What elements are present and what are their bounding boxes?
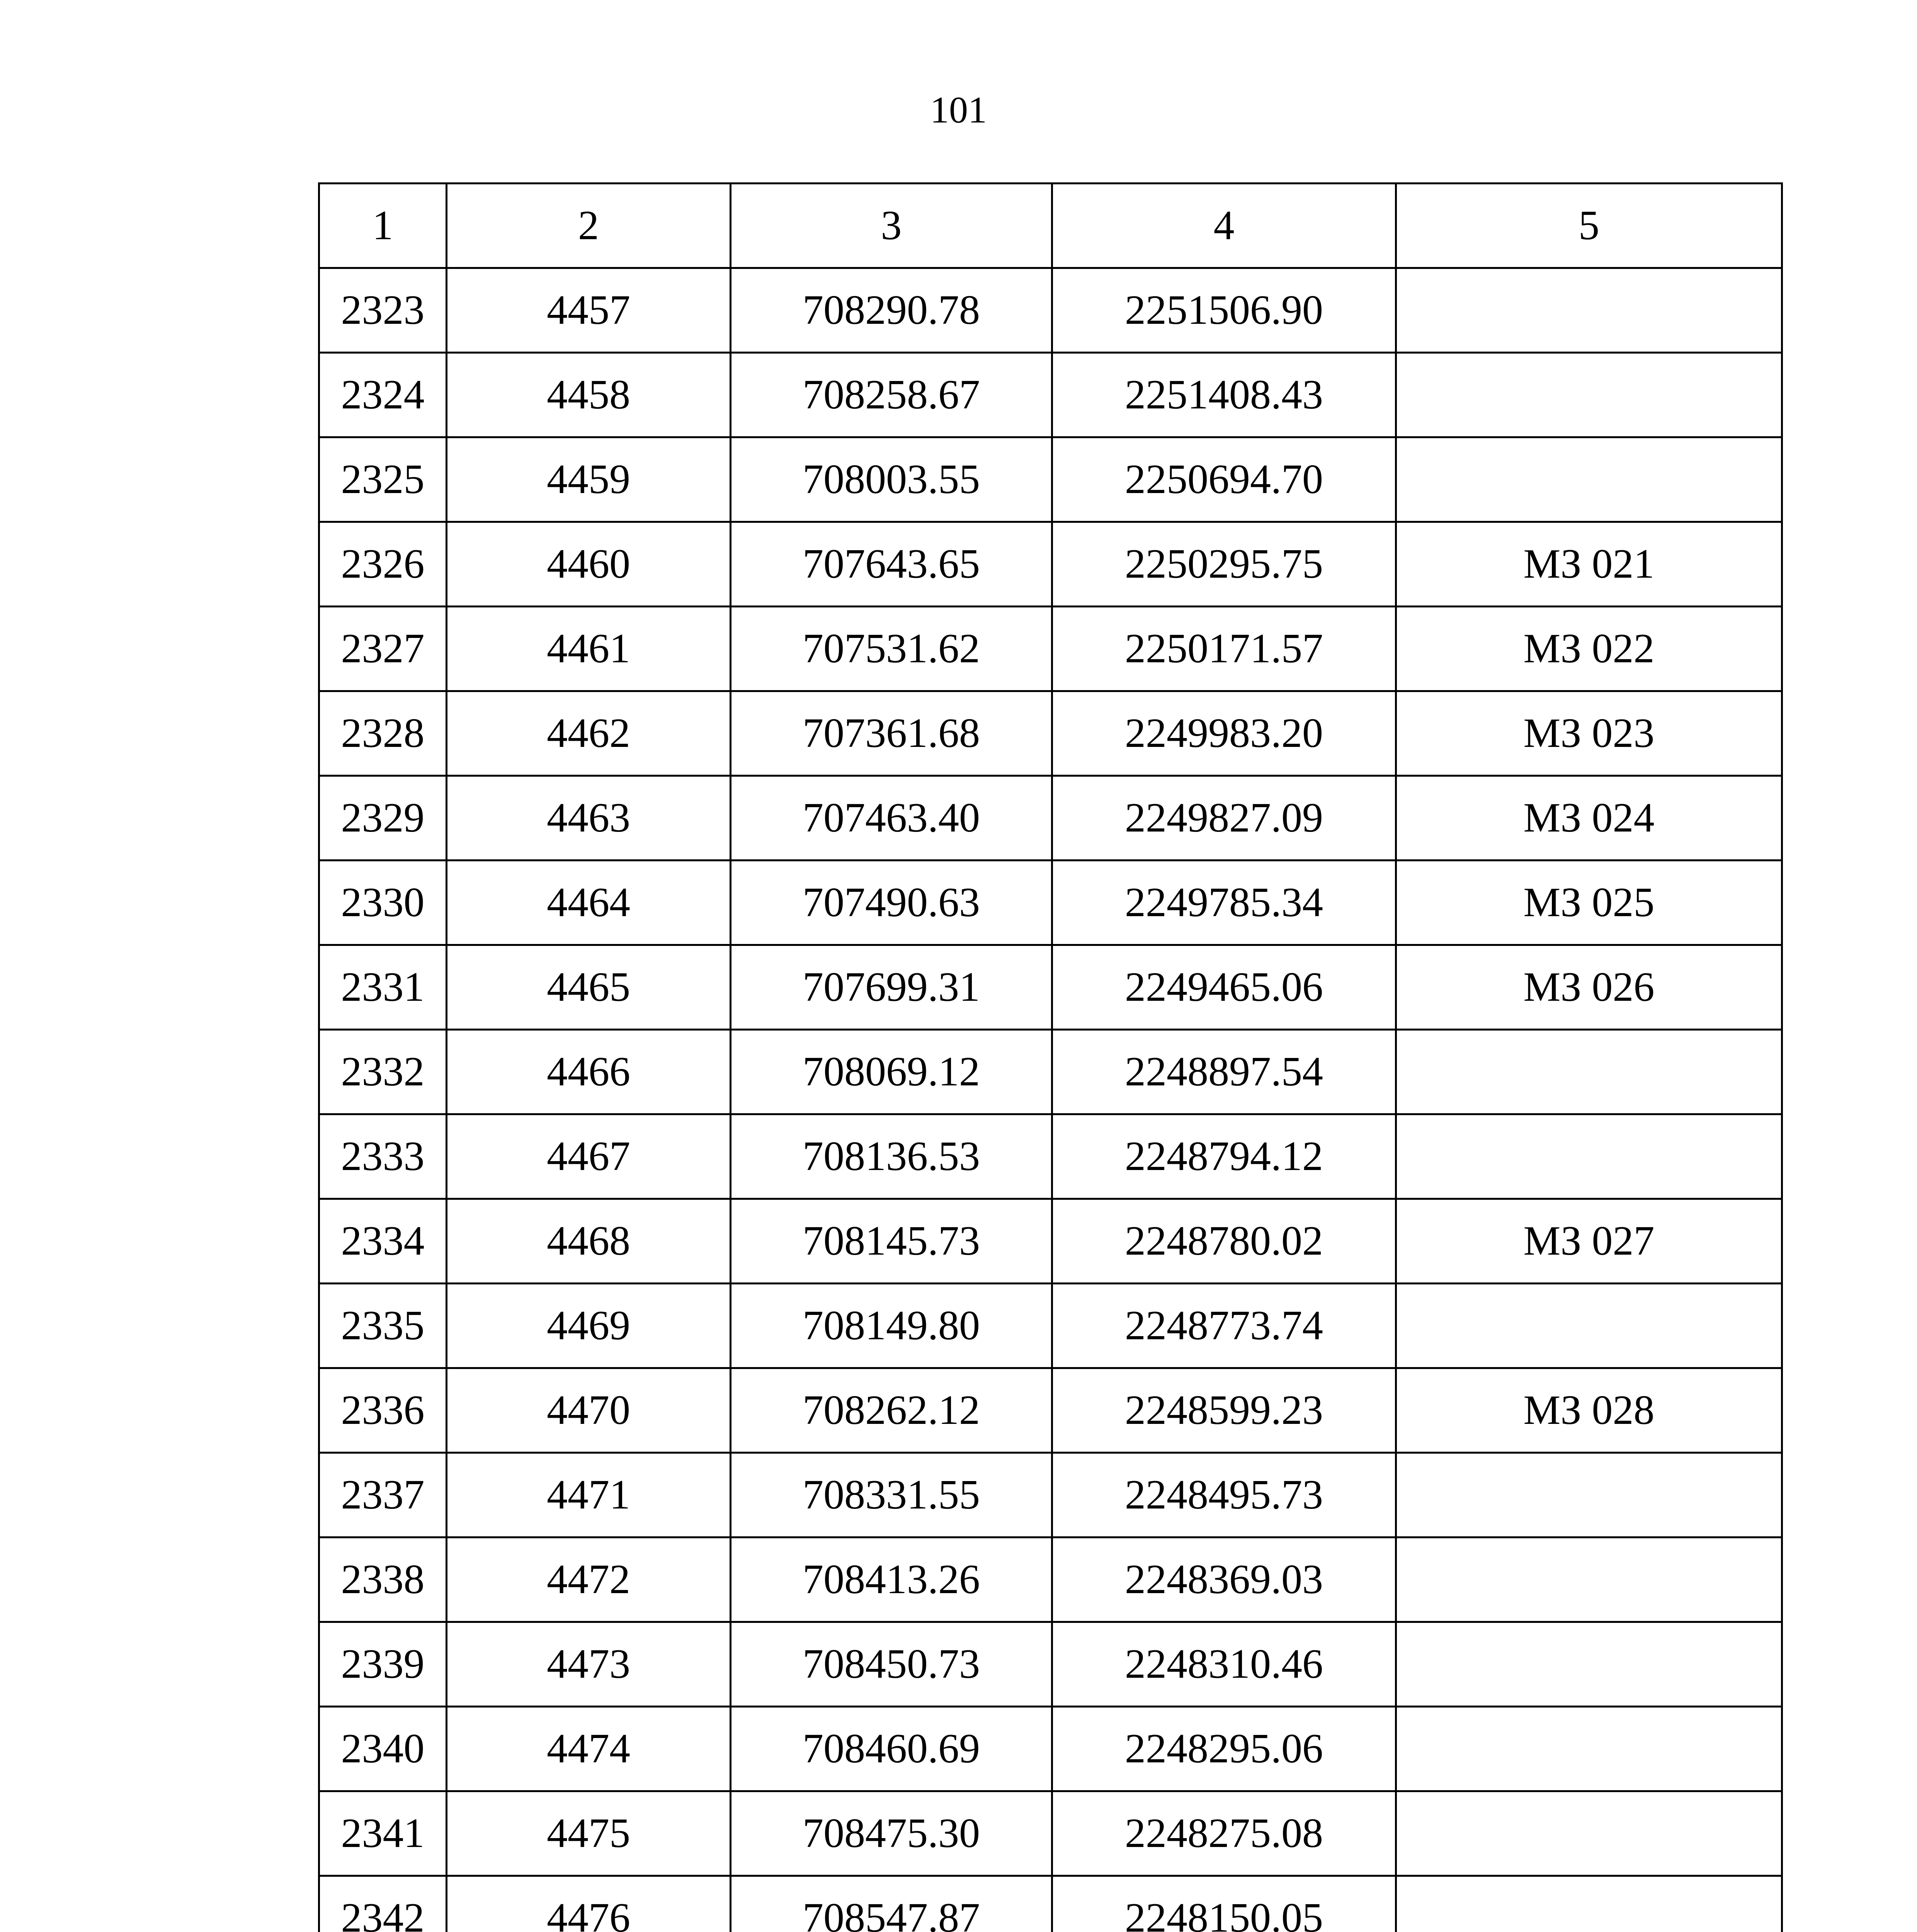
marker-cell: МЗ 022 (1396, 607, 1782, 691)
point-number-cell: 4475 (447, 1791, 731, 1876)
table-row (319, 1537, 1782, 1622)
marker-cell (1396, 268, 1782, 353)
table-row (319, 1453, 1782, 1537)
point-number-cell: 4473 (447, 1622, 731, 1707)
table-row (319, 522, 1782, 607)
y-coordinate-cell: 2249983.20 (1052, 691, 1396, 776)
table-row (319, 437, 1782, 522)
point-number-cell: 4470 (447, 1368, 731, 1453)
x-coordinate-cell: 707531.62 (731, 607, 1052, 691)
point-index-cell: 2341 (319, 1791, 447, 1876)
table-row (319, 1622, 1782, 1707)
table-row (319, 1114, 1782, 1199)
table-row (319, 1030, 1782, 1114)
point-number-cell: 4474 (447, 1707, 731, 1791)
column-header-1: 1 (319, 184, 447, 268)
point-index-cell: 2336 (319, 1368, 447, 1453)
y-coordinate-cell: 2248495.73 (1052, 1453, 1396, 1537)
marker-cell (1396, 437, 1782, 522)
table-row (319, 1199, 1782, 1284)
column-header-4: 4 (1052, 184, 1396, 268)
y-coordinate-cell: 2248369.03 (1052, 1537, 1396, 1622)
y-coordinate-cell: 2251506.90 (1052, 268, 1396, 353)
marker-cell: МЗ 021 (1396, 522, 1782, 607)
table-row (319, 1707, 1782, 1791)
y-coordinate-cell: 2248773.74 (1052, 1284, 1396, 1368)
x-coordinate-cell: 707361.68 (731, 691, 1052, 776)
y-coordinate-cell: 2248780.02 (1052, 1199, 1396, 1284)
point-index-cell: 2331 (319, 945, 447, 1030)
table-body (319, 268, 1782, 1932)
table-row (319, 353, 1782, 437)
x-coordinate-cell: 708460.69 (731, 1707, 1052, 1791)
marker-cell (1396, 1791, 1782, 1876)
x-coordinate-cell: 708450.73 (731, 1622, 1052, 1707)
point-number-cell: 4469 (447, 1284, 731, 1368)
table-header-row (319, 184, 1782, 268)
point-number-cell: 4466 (447, 1030, 731, 1114)
point-index-cell: 2335 (319, 1284, 447, 1368)
point-index-cell: 2328 (319, 691, 447, 776)
x-coordinate-cell: 708475.30 (731, 1791, 1052, 1876)
point-index-cell: 2333 (319, 1114, 447, 1199)
point-index-cell: 2330 (319, 861, 447, 945)
y-coordinate-cell: 2249465.06 (1052, 945, 1396, 1030)
table-row (319, 945, 1782, 1030)
y-coordinate-cell: 2248295.06 (1052, 1707, 1396, 1791)
y-coordinate-cell: 2248275.08 (1052, 1791, 1396, 1876)
column-header-3: 3 (731, 184, 1052, 268)
table-row (319, 607, 1782, 691)
y-coordinate-cell: 2251408.43 (1052, 353, 1396, 437)
y-coordinate-cell: 2250295.75 (1052, 522, 1396, 607)
y-coordinate-cell: 2250171.57 (1052, 607, 1396, 691)
x-coordinate-cell: 708547.87 (731, 1876, 1052, 1932)
table-row (319, 1368, 1782, 1453)
x-coordinate-cell: 708258.67 (731, 353, 1052, 437)
point-number-cell: 4459 (447, 437, 731, 522)
point-index-cell: 2339 (319, 1622, 447, 1707)
coordinates-table (318, 182, 1783, 1932)
point-index-cell: 2327 (319, 607, 447, 691)
marker-cell (1396, 1453, 1782, 1537)
marker-cell (1396, 1284, 1782, 1368)
x-coordinate-cell: 708069.12 (731, 1030, 1052, 1114)
point-index-cell: 2338 (319, 1537, 447, 1622)
y-coordinate-cell: 2248794.12 (1052, 1114, 1396, 1199)
point-index-cell: 2342 (319, 1876, 447, 1932)
point-number-cell: 4472 (447, 1537, 731, 1622)
y-coordinate-cell: 2249827.09 (1052, 776, 1396, 861)
marker-cell: МЗ 024 (1396, 776, 1782, 861)
point-index-cell: 2326 (319, 522, 447, 607)
y-coordinate-cell: 2249785.34 (1052, 861, 1396, 945)
point-index-cell: 2334 (319, 1199, 447, 1284)
x-coordinate-cell: 708413.26 (731, 1537, 1052, 1622)
table-row (319, 1791, 1782, 1876)
marker-cell (1396, 1622, 1782, 1707)
table-row (319, 1876, 1782, 1932)
marker-cell (1396, 1114, 1782, 1199)
point-number-cell: 4471 (447, 1453, 731, 1537)
point-index-cell: 2325 (319, 437, 447, 522)
point-number-cell: 4461 (447, 607, 731, 691)
marker-cell: МЗ 028 (1396, 1368, 1782, 1453)
marker-cell: МЗ 025 (1396, 861, 1782, 945)
marker-cell: МЗ 026 (1396, 945, 1782, 1030)
point-number-cell: 4458 (447, 353, 731, 437)
x-coordinate-cell: 708262.12 (731, 1368, 1052, 1453)
point-number-cell: 4467 (447, 1114, 731, 1199)
point-number-cell: 4460 (447, 522, 731, 607)
page-number: 101 (930, 89, 987, 131)
y-coordinate-cell: 2248150.05 (1052, 1876, 1396, 1932)
marker-cell (1396, 1537, 1782, 1622)
point-number-cell: 4465 (447, 945, 731, 1030)
table-row (319, 268, 1782, 353)
table-row (319, 691, 1782, 776)
y-coordinate-cell: 2248897.54 (1052, 1030, 1396, 1114)
point-index-cell: 2332 (319, 1030, 447, 1114)
point-number-cell: 4462 (447, 691, 731, 776)
x-coordinate-cell: 708149.80 (731, 1284, 1052, 1368)
x-coordinate-cell: 707699.31 (731, 945, 1052, 1030)
column-header-5: 5 (1396, 184, 1782, 268)
point-number-cell: 4464 (447, 861, 731, 945)
x-coordinate-cell: 708145.73 (731, 1199, 1052, 1284)
y-coordinate-cell: 2248599.23 (1052, 1368, 1396, 1453)
point-index-cell: 2337 (319, 1453, 447, 1537)
column-header-2: 2 (447, 184, 731, 268)
y-coordinate-cell: 2248310.46 (1052, 1622, 1396, 1707)
marker-cell (1396, 353, 1782, 437)
point-index-cell: 2340 (319, 1707, 447, 1791)
point-number-cell: 4468 (447, 1199, 731, 1284)
point-index-cell: 2324 (319, 353, 447, 437)
point-number-cell: 4476 (447, 1876, 731, 1932)
x-coordinate-cell: 707643.65 (731, 522, 1052, 607)
table-row (319, 861, 1782, 945)
marker-cell (1396, 1707, 1782, 1791)
x-coordinate-cell: 708136.53 (731, 1114, 1052, 1199)
table-row (319, 1284, 1782, 1368)
point-number-cell: 4457 (447, 268, 731, 353)
marker-cell: МЗ 027 (1396, 1199, 1782, 1284)
table-row (319, 776, 1782, 861)
point-number-cell: 4463 (447, 776, 731, 861)
point-index-cell: 2329 (319, 776, 447, 861)
x-coordinate-cell: 708003.55 (731, 437, 1052, 522)
x-coordinate-cell: 707463.40 (731, 776, 1052, 861)
marker-cell: МЗ 023 (1396, 691, 1782, 776)
marker-cell (1396, 1876, 1782, 1932)
point-index-cell: 2323 (319, 268, 447, 353)
x-coordinate-cell: 707490.63 (731, 861, 1052, 945)
marker-cell (1396, 1030, 1782, 1114)
y-coordinate-cell: 2250694.70 (1052, 437, 1396, 522)
x-coordinate-cell: 708290.78 (731, 268, 1052, 353)
x-coordinate-cell: 708331.55 (731, 1453, 1052, 1537)
